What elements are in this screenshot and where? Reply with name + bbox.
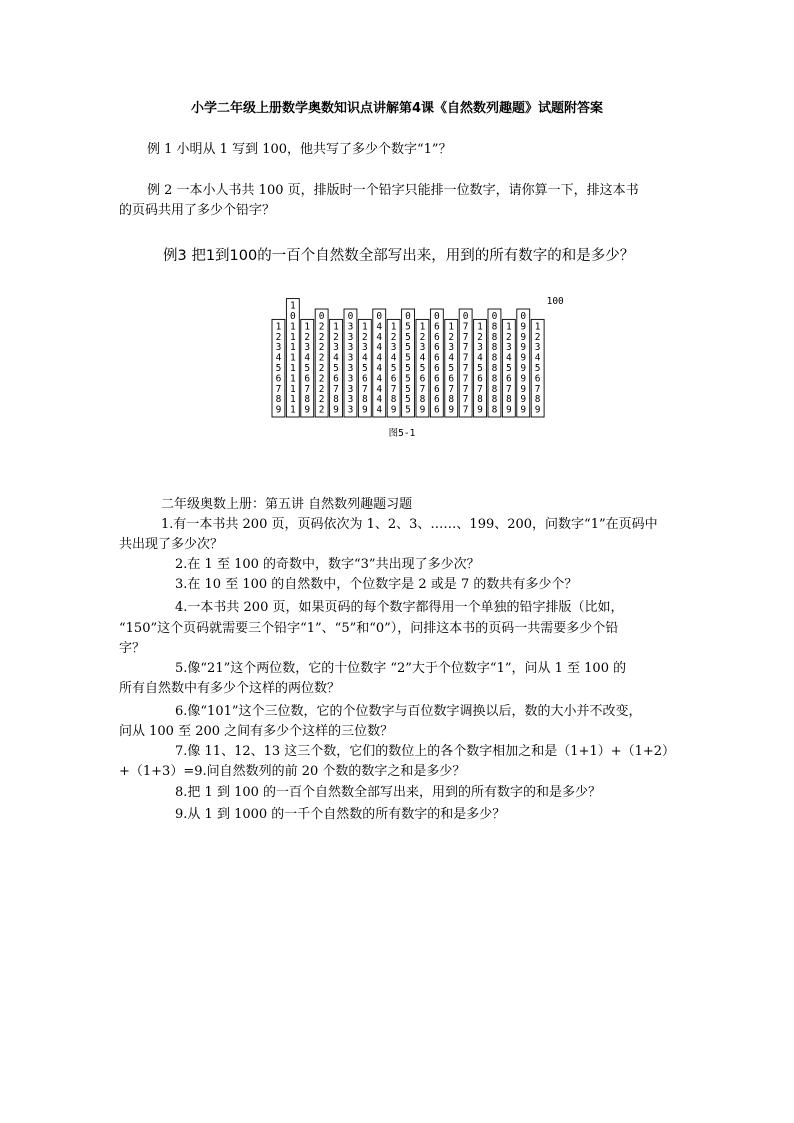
strip-digit: 5 (405, 394, 411, 406)
strip-digit: 9 (275, 404, 282, 416)
strip-digit: 4 (505, 352, 512, 364)
strip-digit: 1 (361, 321, 368, 333)
strip-digit: 4 (275, 352, 282, 364)
strip-digit: 7 (462, 363, 469, 374)
strip-digit: 1 (289, 373, 296, 385)
strip-digit: 9 (520, 331, 527, 343)
strip-digit: 6 (433, 363, 440, 374)
strip-digit: 4 (376, 373, 383, 385)
strip-digit: 9 (520, 342, 527, 354)
strip-digit: 1 (477, 321, 483, 333)
strip-digit: 2 (333, 331, 339, 343)
strip-digit: 9 (520, 404, 527, 416)
strip-digit: 5 (275, 363, 282, 374)
strip-digit: 3 (347, 321, 354, 333)
exercise-heading: 二年级奥数上册：第五讲 自然数列趣题习题 (161, 497, 413, 512)
strip-digit: 3 (347, 363, 354, 374)
strip-digit: 4 (376, 342, 383, 354)
strip-digit: 9 (520, 321, 527, 333)
strip-digit: 8 (275, 394, 282, 406)
strip-digit: 0 (433, 311, 440, 322)
strip-digit: 9 (520, 352, 527, 364)
strip-digit: 7 (462, 331, 469, 343)
exercise-line: 所有自然数中有多少个这样的两位数？ (119, 681, 341, 696)
strip-digit: 4 (361, 352, 368, 364)
strip-digit: 6 (534, 373, 541, 385)
document-title: 小学二年级上册数学奥数知识点讲解第4课《自然数列趣题》试题附答案 (190, 101, 604, 116)
strip-digit: 6 (433, 352, 440, 364)
strip-digit: 4 (448, 352, 455, 364)
strip-digit: 1 (505, 321, 512, 333)
strip-digit: 3 (390, 342, 397, 354)
strip-digit: 5 (405, 373, 411, 385)
strip-digit: 8 (361, 394, 368, 406)
strip-digit: 1 (419, 321, 426, 333)
strip-digit: 4 (376, 331, 383, 343)
strip-digit: 8 (390, 394, 397, 406)
strip-digit: 3 (275, 342, 282, 354)
strip-digit: 6 (433, 331, 440, 343)
strip-digit: 1 (289, 383, 296, 395)
strip-digit: 2 (419, 331, 426, 343)
strip-digit: 1 (390, 321, 397, 333)
strip-digit: 2 (318, 352, 325, 364)
strip-digit: 7 (462, 394, 469, 406)
strip-digit: 4 (304, 352, 311, 364)
strip-digit: 6 (333, 373, 339, 385)
exercise-line: 字？ (119, 641, 146, 656)
exercise-line: 共出现了多少次？ (119, 537, 224, 552)
strip-digit: 2 (318, 363, 325, 374)
strip-digit: 5 (361, 363, 368, 374)
strip-digit: 0 (405, 311, 411, 322)
strip-digit: 5 (405, 331, 411, 343)
strip-digit: 4 (419, 352, 426, 364)
strip-digit: 2 (318, 373, 325, 385)
strip-digit: 9 (477, 404, 483, 416)
strip-digit: 2 (318, 394, 325, 406)
exercise-line: 8.把 1 到 100 的一百个自然数全部写出来，用到的所有数字的和是多少？ (175, 785, 602, 800)
exercise-line: 6.像“101”这个三位数，它的个位数字与百位数字调换以后，数的大小并不改变， (175, 704, 642, 719)
exercise-line: 7.像 11、12、13 这三个数，它们的数位上的各个数字相加之和是（1+1）+（1+2） (175, 744, 676, 759)
strip-digit: 6 (433, 383, 440, 395)
strip-digit: 1 (289, 321, 296, 333)
strip-digit: 3 (361, 342, 368, 354)
strip-digit: 7 (477, 383, 483, 395)
strip-digit: 9 (520, 373, 527, 385)
strip-digit: 3 (347, 404, 354, 416)
strip-digit: 2 (390, 331, 397, 343)
exercise-line: “150”这个页码就需要三个铅字“1”、“5”和“0”），问排这本书的页码一共需要多少个铅 (119, 621, 619, 636)
strip-digit: 2 (275, 331, 282, 343)
strip-digit: 9 (520, 383, 527, 395)
strip-digit: 9 (304, 404, 311, 416)
strip-digit: 8 (491, 363, 498, 374)
strip-digit: 9 (505, 404, 512, 416)
strip-digit: 2 (505, 331, 512, 343)
strip-digit: 8 (448, 394, 455, 406)
exercise-line: 9.从 1 到 1000 的一千个自然数的所有数字的和是多少？ (175, 807, 506, 822)
strip-digit: 8 (491, 342, 498, 354)
strip-digit: 4 (376, 321, 383, 333)
strip-digit: 8 (491, 394, 498, 406)
strip-digit: 4 (333, 352, 339, 364)
strip-digit: 7 (462, 352, 469, 364)
strip-digit: 3 (505, 342, 512, 354)
strip-digit: 8 (534, 394, 541, 406)
strip-digit: 7 (462, 404, 469, 416)
strip-digit: 1 (275, 321, 282, 333)
exercise-line: +（1+3）=9.问自然数列的前 20 个数的数字之和是多少？ (119, 764, 466, 779)
strip-digit: 3 (477, 342, 483, 354)
strip-digit: 6 (304, 373, 311, 385)
strip-digit: 6 (505, 373, 512, 385)
strip-digit: 4 (376, 394, 383, 406)
digit-strips-figure (260, 285, 564, 445)
strip-digit: 3 (347, 373, 354, 385)
strip-digit: 2 (477, 331, 483, 343)
strip-digit: 9 (419, 404, 426, 416)
strip-digit: 8 (491, 404, 498, 416)
strip-digit: 8 (477, 394, 483, 406)
strip-digit: 6 (390, 373, 397, 385)
strip-digit: 7 (275, 383, 282, 395)
exercise-line: 3.在 10 至 100 的自然数中，个位数字是 2 或是 7 的数共有多少个？ (175, 577, 578, 592)
strip-digit: 8 (491, 383, 498, 395)
strip-digit: 5 (405, 342, 411, 354)
strip-digit: 6 (433, 321, 440, 333)
exercise-line: 2.在 1 至 100 的奇数中，数字“3”共出现了多少次？ (175, 557, 480, 572)
strip-digit: 1 (289, 352, 296, 364)
strip-digit: 5 (405, 321, 411, 333)
strip-digit: 6 (419, 373, 426, 385)
strip-digit: 8 (491, 352, 498, 364)
strip-digit: 7 (390, 383, 397, 395)
strip-digit: 4 (390, 352, 397, 364)
strip-digit: 6 (275, 373, 282, 385)
strip-digit: 2 (318, 331, 325, 343)
strip-digit: 1 (534, 321, 541, 333)
strip-digit: 1 (289, 404, 296, 416)
strip-digit: 2 (318, 321, 325, 333)
strip-digit: 7 (462, 373, 469, 385)
strip-digit: 2 (318, 404, 325, 416)
strip-digit: 5 (390, 363, 397, 374)
strip-digit: 3 (347, 352, 354, 364)
strip-digit: 3 (333, 342, 339, 354)
strip-digit: 4 (376, 363, 383, 374)
strip-digit: 2 (318, 342, 325, 354)
strip-digit: 2 (534, 331, 541, 343)
strip-digit: 5 (448, 363, 455, 374)
strip-digit: 3 (347, 383, 354, 395)
strip-digit: 7 (448, 383, 455, 395)
strip-digit: 6 (433, 342, 440, 354)
strip-digit: 6 (433, 404, 440, 416)
strip-digit: 9 (534, 404, 541, 416)
strip-digit: 3 (304, 342, 311, 354)
strip-digit: 0 (462, 311, 469, 322)
strip-digit: 5 (304, 363, 311, 374)
strip-digit: 9 (520, 363, 527, 374)
strip-digit: 3 (347, 342, 354, 354)
strip-digit: 6 (433, 394, 440, 406)
strip-digit: 7 (534, 383, 541, 395)
strip-digit: 9 (333, 404, 339, 416)
strip-digit: 6 (361, 373, 368, 385)
strip-digit: 0 (347, 311, 354, 322)
example-3: 例3 把1到100的一百个自然数全部写出来，用到的所有数字的和是多少？ (163, 248, 635, 264)
strip-digit: 1 (448, 321, 455, 333)
strip-digit: 0 (289, 311, 296, 322)
exercise-line: 4.一本书共 200 页，如果页码的每个数字都得用一个单独的铅字排版（比如， (175, 600, 624, 615)
strip-digit: 0 (520, 311, 527, 322)
strip-digit: 8 (304, 394, 311, 406)
strip-digit: 4 (376, 352, 383, 364)
strip-digit: 3 (419, 342, 426, 354)
strip-digit: 8 (491, 373, 498, 385)
strip-digit: 2 (448, 331, 455, 343)
strip-digit: 4 (534, 352, 541, 364)
strip-digit: 1 (333, 321, 339, 333)
strip-digit: 5 (405, 363, 411, 374)
strip-digit: 6 (433, 373, 440, 385)
strip-digit: 5 (419, 363, 426, 374)
strip-digit: 5 (477, 363, 483, 374)
exercise-line: 问从 100 至 200 之间有多少个这样的三位数？ (119, 724, 394, 739)
strip-digit: 5 (405, 404, 411, 416)
strip-digit: 9 (448, 404, 455, 416)
strip-digit: 1 (289, 363, 296, 374)
strip-digit: 7 (304, 383, 311, 395)
example-2-line-1: 例 2 一本小人书共 100 页，排版时一个铅字只能排一位数字，请你算一下，排这本书 (147, 183, 639, 198)
strip-digit: 8 (333, 394, 339, 406)
strip-digit: 3 (534, 342, 541, 354)
strip-digit: 0 (491, 311, 498, 322)
strip-digit: 7 (361, 383, 368, 395)
strip-digit: 1 (289, 300, 296, 312)
strip-digit: 6 (448, 373, 455, 385)
strip-digit: 6 (477, 373, 483, 385)
strip-digit: 1 (289, 331, 296, 343)
strip-digit: 9 (520, 394, 527, 406)
strip-digit: 5 (505, 363, 512, 374)
strip-digit: 7 (462, 383, 469, 395)
strip-digit: 8 (491, 321, 498, 333)
strip-digit: 2 (361, 331, 368, 343)
strip-digit: 4 (376, 383, 383, 395)
strip-digit: 9 (390, 404, 397, 416)
strip-digit: 8 (505, 394, 512, 406)
strip-digit: 7 (333, 383, 339, 395)
strip-digit: 7 (419, 383, 426, 395)
label-100: 100 (546, 296, 564, 307)
example-1: 例 1 小明从 1 写到 100，他共写了多少个数字“1”？ (147, 142, 452, 157)
strip-digit: 4 (477, 352, 483, 364)
strip-digit: 3 (347, 394, 354, 406)
strip-digit: 5 (405, 352, 411, 364)
example-2-line-2: 的页码共用了多少个铅字？ (119, 203, 276, 218)
strip-digit: 0 (376, 311, 383, 322)
strip-digit: 2 (304, 331, 311, 343)
strip-digit: 1 (289, 394, 296, 406)
strip-digit: 0 (318, 311, 325, 322)
exercise-line: 1.有一本书共 200 页，页码依次为 1、2、3、……、199、200，问数字“1”在页码中 (161, 517, 658, 532)
strip-digit: 2 (318, 383, 325, 395)
strip-digit: 4 (376, 404, 383, 416)
strip-digit: 5 (534, 363, 541, 374)
strip-digit: 5 (405, 383, 411, 395)
strip-digit: 7 (505, 383, 512, 395)
exercise-line: 5.像“21”这个两位数，它的十位数字 “2”大于个位数字“1”，问从 1 至 100 的 (175, 661, 627, 676)
strip-digit: 8 (419, 394, 426, 406)
strip-digit: 1 (289, 342, 296, 354)
strip-digit: 7 (462, 321, 469, 333)
strip-digit: 8 (491, 331, 498, 343)
strip-digit: 7 (462, 342, 469, 354)
figure-caption: 图5-1 (388, 428, 416, 439)
strip-digit: 1 (304, 321, 311, 333)
strip-digit: 9 (361, 404, 368, 416)
strip-digit: 5 (333, 363, 339, 374)
strip-digit: 3 (448, 342, 455, 354)
strip-digit: 3 (347, 331, 354, 343)
